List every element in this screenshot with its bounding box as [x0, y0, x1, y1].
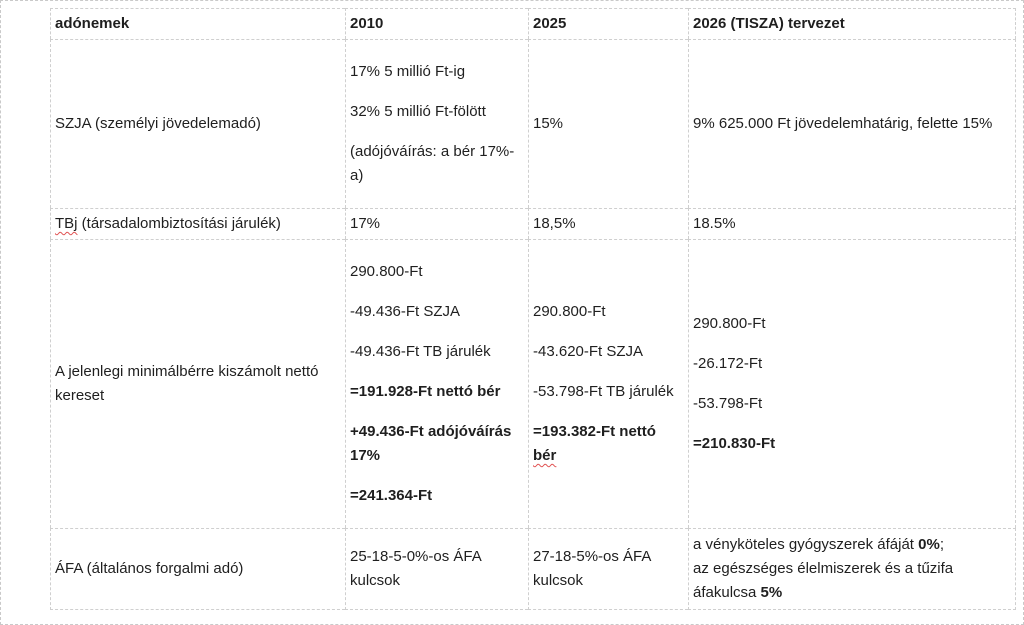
szja-2010-line: 17% 5 millió Ft-ig: [350, 63, 466, 80]
minwage-2025-line: -53.798-Ft TB járulék: [533, 383, 674, 400]
minwage-2010-net: =191.928-Ft nettó bér: [350, 383, 501, 400]
minwage-2010: [345, 239, 528, 528]
tbj-name: [50, 208, 345, 239]
minwage-2025-line: 290.800-Ft: [533, 303, 606, 320]
table-row-szja: [50, 39, 1016, 208]
header-tax-type: adónemek: [50, 8, 345, 39]
minwage-2026-net: =210.830-Ft: [693, 435, 776, 452]
header-row: [50, 8, 1016, 39]
tbj-abbrev: TBj: [55, 215, 78, 232]
table-row-tbj: [50, 208, 1016, 239]
minwage-2010-line: 290.800-Ft: [350, 263, 423, 280]
table-row-vat: [50, 528, 1016, 610]
minwage-2026-line: 290.800-Ft: [693, 315, 766, 332]
minwage-2026-line: -26.172-Ft: [693, 355, 763, 372]
minwage-2010-line: -49.436-Ft TB járulék: [350, 343, 491, 360]
minwage-2010-line: -49.436-Ft SZJA: [350, 303, 461, 320]
tax-comparison-table: [50, 8, 1016, 610]
tbj-2010: 17%: [345, 208, 528, 239]
szja-2025: 15%: [528, 39, 688, 208]
minwage-2010-total: =241.364-Ft: [350, 487, 433, 504]
vat-2025: 27-18-5%-os ÁFA kulcsok: [528, 528, 688, 610]
szja-2026: 9% 625.000 Ft jövedelemhatárig, felette 15%: [688, 39, 1016, 208]
minwage-2025-net: =193.382-Ft nettó bér: [533, 423, 656, 464]
szja-name: SZJA (személyi jövedelemadó): [50, 39, 345, 208]
minwage-2026: [688, 239, 1016, 528]
minwage-2025-line: -43.620-Ft SZJA: [533, 343, 644, 360]
szja-2010-line: (adójóváírás: a bér 17%-a): [350, 143, 515, 184]
header-2026: 2026 (TISZA) tervezet: [688, 8, 1016, 39]
minwage-name: A jelenlegi minimálbérre kiszámolt nettó kereset: [50, 239, 345, 528]
tbj-2026: 18.5%: [688, 208, 1016, 239]
table-row-minimum-wage: [50, 239, 1016, 528]
tbj-name-rest: (társadalombiztosítási járulék): [77, 215, 281, 232]
vat-2010: 25-18-5-0%-os ÁFA kulcsok: [345, 528, 528, 610]
vat-rate-food: 5%: [760, 584, 783, 601]
vat-2026: a vényköteles gyógyszerek áfáját 0%; az egészséges élelmiszerek és a tűzifa áfakulcsa 5%: [688, 528, 1016, 610]
tbj-2025: 18,5%: [528, 208, 688, 239]
szja-2010-line: 32% 5 millió Ft-fölött: [350, 103, 486, 120]
minwage-2026-line: -53.798-Ft: [693, 395, 763, 412]
minwage-2025: [528, 239, 688, 528]
szja-2010: [345, 39, 528, 208]
header-2010: 2010: [345, 8, 528, 39]
header-2025: 2025: [528, 8, 688, 39]
minwage-2010-credit: +49.436-Ft adójóváírás 17%: [350, 423, 512, 464]
vat-rate-medicine: 0%: [918, 536, 940, 553]
vat-name: ÁFA (általános forgalmi adó): [50, 528, 345, 610]
